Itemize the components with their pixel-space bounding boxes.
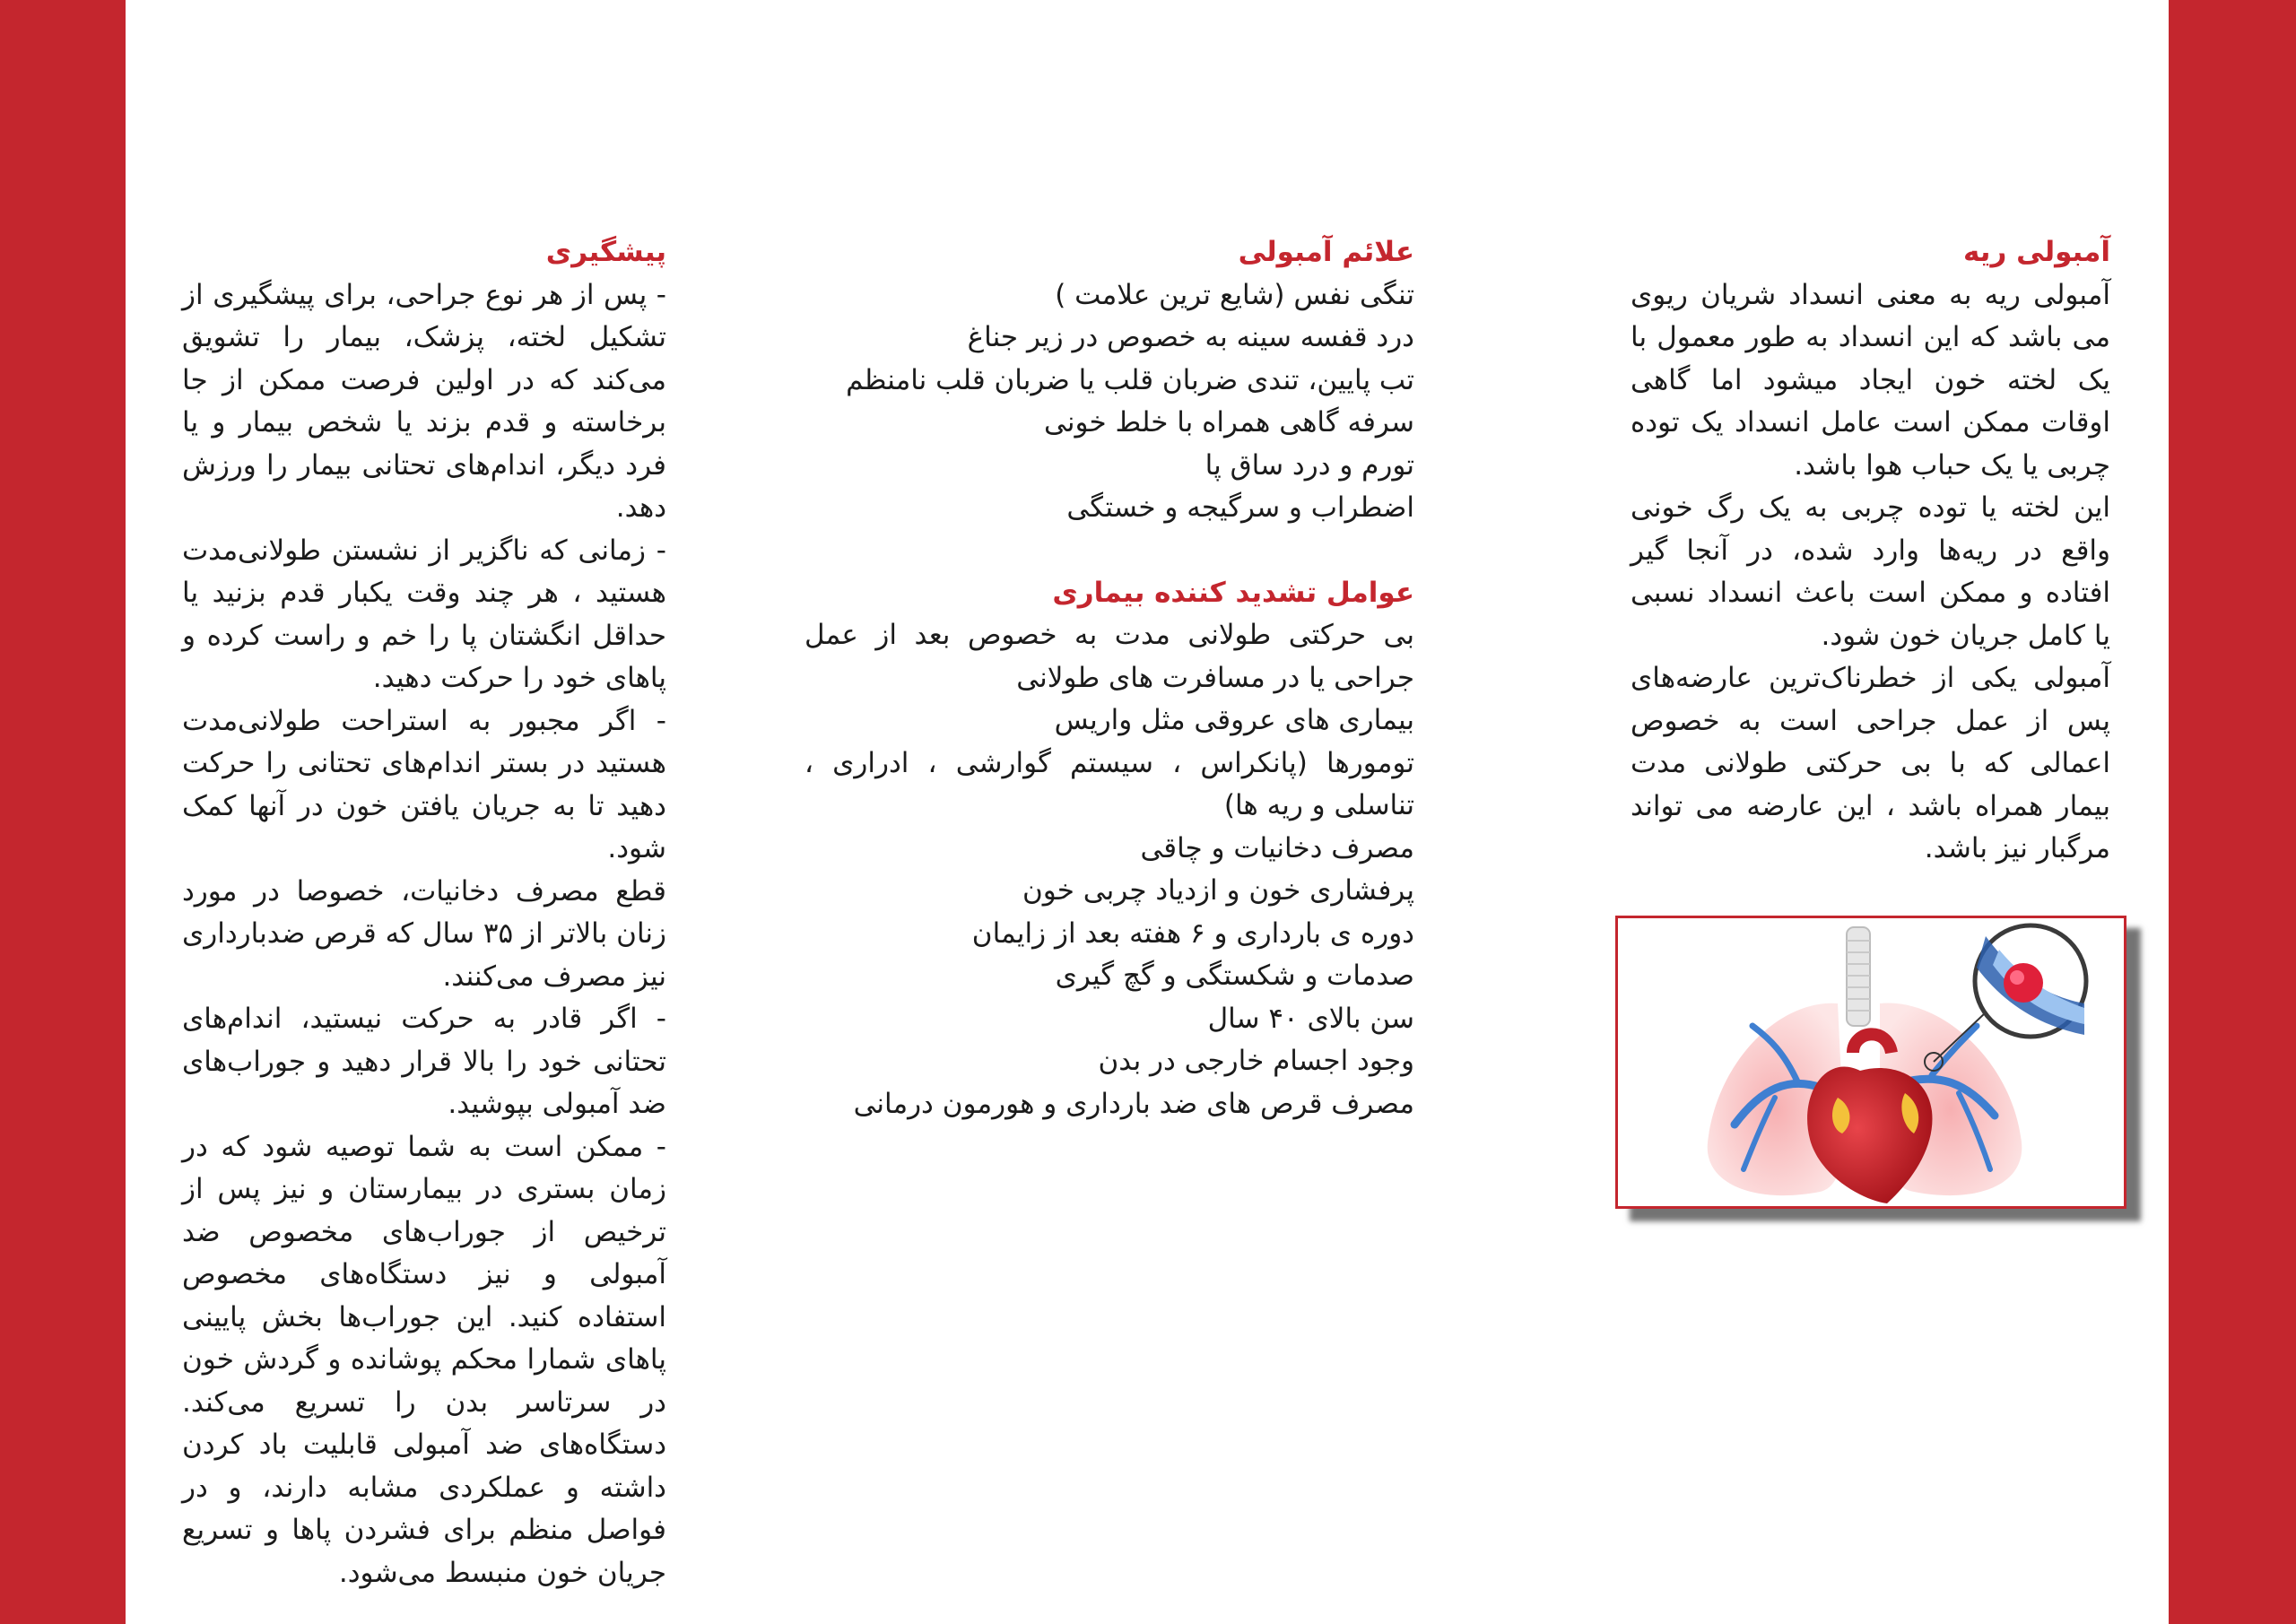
column-prevention [182,231,666,1594]
risk-factor-item: تومورها (پانکراس ، سیستم گوارشی ، ادراری ، تناسلی و ریه ها) [804,746,1414,821]
left-red-band [0,0,126,1624]
column-pulmonary-embolism [1631,231,2110,871]
prevention-paragraph: - اگر مجبور به استراحت طولانی‌مدت هستید در بستر اندام‌های تحتانی را حرکت دهید تا به جریان یافتن خون در آنها کمک شود. [182,704,666,864]
prevention-paragraph: - ممکن است به شما توصیه شود که در زمان بستری در بیمارستان و نیز پس از ترخیص از جوراب‌های مخصوص ضد آمبولی و نیز دستگاه‌های مخصوص استفاده کنید. این جوراب‌ها بخش پایینی پاهای شمارا محکم پوشانده و گردش خون در سرتاسر بدن را تسریع می‌کند. دستگاه‌های ضد آمبولی قابلیت باد کردن داشته و عملکردی مشابه دارند، و در فواصل منظم برای فشردن پاها و تسریع جریان خون منبسط می‌شود. [182,1130,666,1589]
pe-paragraph-1: آمبولی ریه به معنی انسداد شریان ریوی می باشد که این انسداد به طور معمول با یک لخته خون ایجاد میشود اما گاهی اوقات ممکن است عامل انسداد یک توده چربی یا یک حباب هوا باشد. [1631,278,2110,482]
risk-factor-item: مصرف قرص های ضد بارداری و هورمون درمانی [853,1087,1414,1120]
pe-paragraph-3: آمبولی یکی از خطرناک‌ترین عارضه‌های پس از عمل جراحی است به خصوص اعمالی که با بی حرکتی طولانی مدت بیمار همراه باشد ، این عارضه می تواند مرگبار نیز باشد. [1631,662,2110,864]
prevention-title: پیشگیری [545,236,666,268]
symptom-item: اضطراب و سرگیجه و خستگی [1066,491,1414,524]
section-spacer [804,530,1414,572]
symptom-item: تورم و درد ساق پا [1205,448,1414,482]
risk-factor-item: وجود اجسام خارجی در بدن [1098,1045,1414,1077]
risk-factor-item: سن بالای ۴۰ سال [1207,1002,1414,1035]
prevention-paragraph: - زمانی که ناگزیر از نشستن طولانی‌مدت هستید ، هر چند وقت یکبار قدم بزنید یا حداقل انگشتان پا را خم و راست کرده و پاهای خود را حرکت دهید. [182,534,666,694]
symptoms-title: علائم آمبولی [1238,236,1414,268]
lung-embolism-illustration-icon [1615,916,2126,1209]
risk-factor-item: مصرف دخانیات و چاقی [1140,831,1414,864]
symptom-item: تب پایین، تندی ضربان قلب یا ضربان قلب نامنظم [846,363,1414,396]
risk-factors-title: عوامل تشدید کننده بیماری [1052,576,1414,609]
risk-factor-item: صدمات و شکستگی و گچ گیری [1055,960,1414,992]
right-red-band [2169,0,2296,1624]
symptom-item: تنگی نفس (شایع ترین علامت ) [1055,278,1414,311]
risk-factor-item: دوره ی بارداری و ۶ هفته بعد از زایمان [971,916,1414,950]
symptom-item: سرفه گاهی همراه با خلط خونی [1044,406,1414,439]
prevention-paragraph: - پس از هر نوع جراحی، برای پیشگیری از تشکیل لخته، پزشک، بیمار را تشویق می‌کند که در اولین فرصت ممکن از جا برخاسته و قدم بزند یا شخص بیمار و یا فرد دیگر، اندام‌های تحتانی بیمار را ورزش دهد. [182,278,666,524]
pe-paragraph-2: این لخته یا توده چربی به یک رگ خونی واقع در ریه‌ها وارد شده، در آنجا گیر افتاده و ممکن است باعث انسداد نسبی یا کامل جریان خون شود. [1631,491,2110,652]
prevention-paragraph: - اگر قادر به حرکت نیستید، اندام‌های تحتانی خود را بالا قرار دهید و جوراب‌های ضد آمبولی بپوشید. [182,1003,666,1120]
lungs-heart-svg [1618,918,2124,1206]
risk-factor-item: پرفشاری خون و ازدیاد چربی خون [1022,874,1414,907]
risk-factor-item: بی حرکتی طولانی مدت به خصوص بعد از عمل جراحی یا در مسافرت های طولانی [804,619,1414,694]
pulmonary-embolism-title: آمبولی ریه [1963,236,2110,268]
risk-factor-item: بیماری های عروقی مثل واریس [1054,704,1414,736]
column-symptoms-risks [804,231,1414,1125]
prevention-paragraph: قطع مصرف دخانیات، خصوصا در مورد زنان بالاتر از ۳۵ سال که قرص ضدبارداری نیز مصرف می‌کنند. [182,874,666,993]
symptom-item: درد قفسه سینه به خصوص در زیر جناغ [967,321,1414,353]
